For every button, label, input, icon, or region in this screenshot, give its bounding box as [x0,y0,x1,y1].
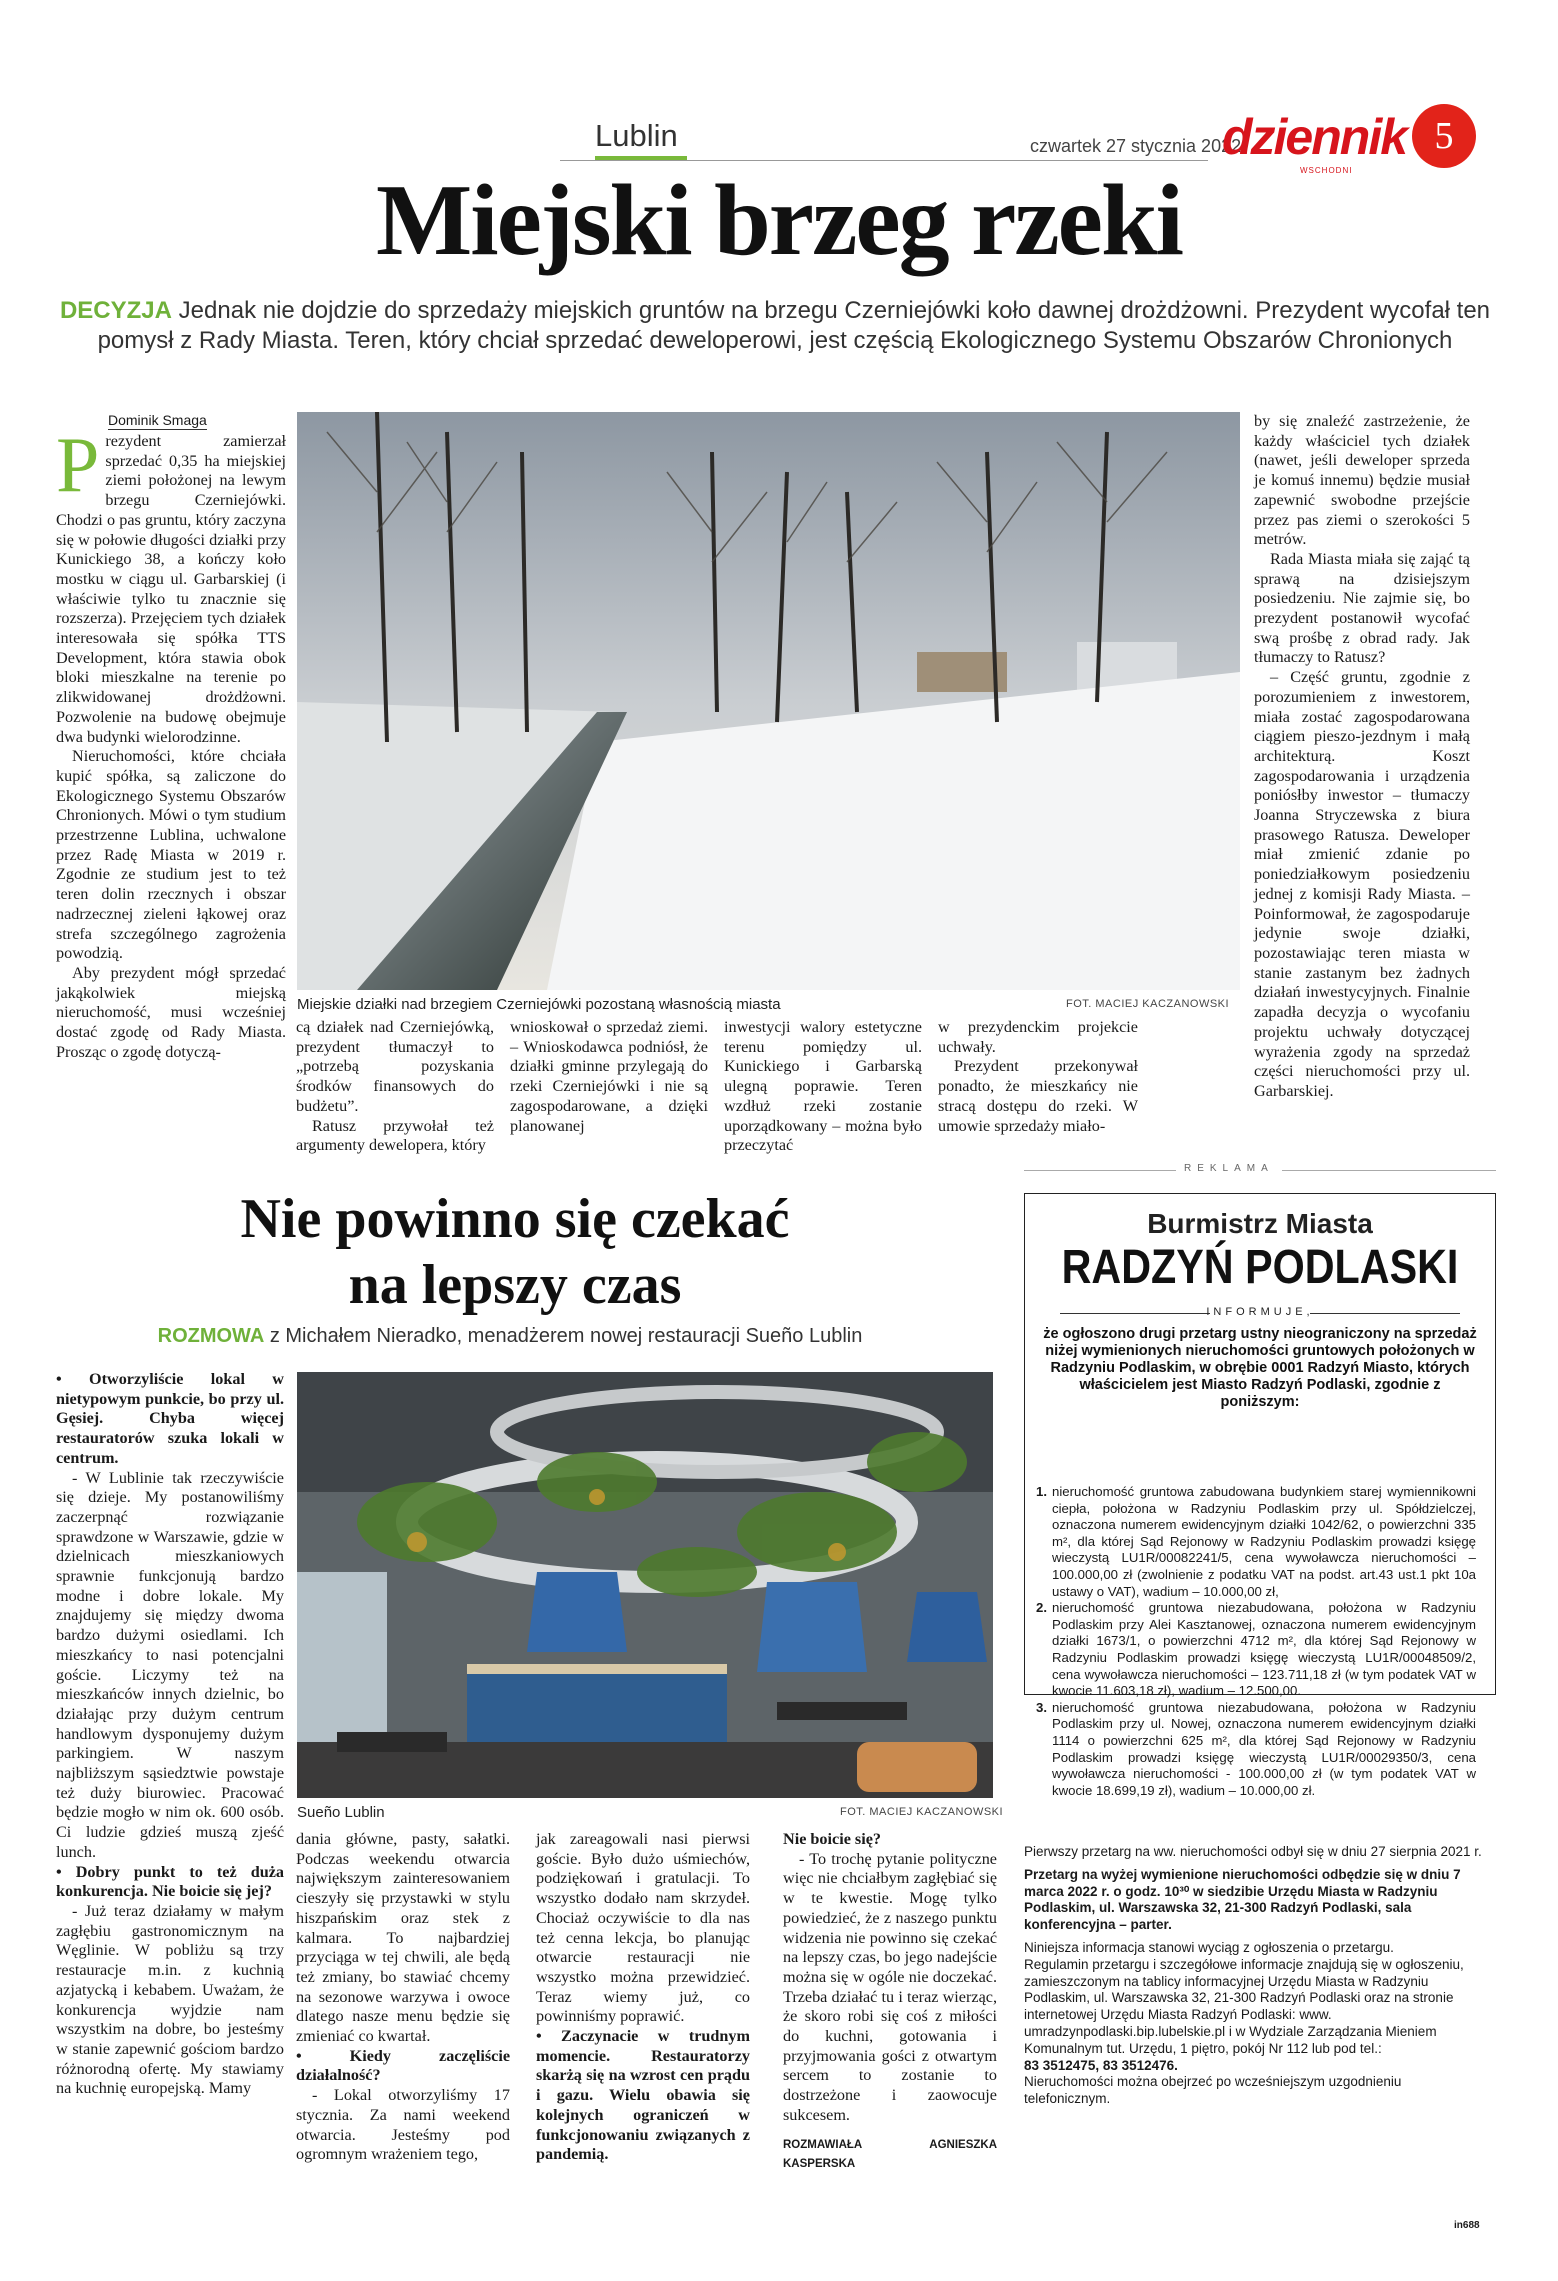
restaurant-photo-credit: FOT. MACIEJ KACZANOWSKI [840,1806,1004,1818]
answer: - W Lublinie tak rzeczywiście się dzieje. My postanowiliśmy zaczerpnąć rozwiązanie sprawdzone w Warszawie, gdzie w dzielnicach mieszkaniowych sprawnie funkcjonują bardzo modne i dobre lokale. My znajdujemy się między dwoma bardzo dużymi osiedlami. Ich mieszkańcy to nasi potencjalni goście. Liczymy też na mieszkańców innych dzielnic, bo działając przy dużym centrum handlowym dysponujemy dużym parkingiem. W naszym najbliższym sąsiedztwie powstaje też duży biurowiec. Pracować będzie mogło w nim ok. 600 osób. Ci ludzie gdzieś muszą zjeść lunch. [56,1468,284,1861]
byline: Dominik Smaga [108,412,207,428]
article-kicker: DECYZJA [59,297,172,324]
interview-title-line1: Nie powinno się czekać [240,1188,790,1250]
question: Nie boicie się? [783,1830,882,1848]
interview-title-line2: na lepszy czas [348,1254,682,1316]
question: • Dobry punkt to też duża konkurencja. Nie boicie się jej? [56,1862,284,1901]
interview-column-3 [536,1830,750,2165]
ad-deposit: Niniejsza informacja stanowi wyciąg z ogłoszenia o przetargu. [1024,1939,1394,1955]
ad-issuer: Burmistrz Miasta [1147,1208,1373,1239]
newspaper-logo-sub: WSCHODNI [1300,166,1353,175]
paragraph: Prezydent przekonywał ponadto, że mieszkańcy nie stracą dostępu do rzeki. W umowie sprzedaży miało- [938,1057,1138,1135]
list-item-number: 1. [1036,1484,1047,1499]
question: • Zaczynacie w trudnym momencie. Restauratorzy skarżą się na wzrost cen prądu i gazu. Wielu obawia się kolejnych ograniczeń w funkcjonowaniu związanych z pandemią. [536,2027,750,2164]
article-column-5 [938,1018,1138,1136]
ad-tender-info: Przetarg na wyżej wymienione nieruchomości odbędzie się w dniu 7 marca 2022 r. o godz. 10³⁰ w siedzibie Urzędu Miasta w Radzyniu Podlaskim, ul. Warszawska 32, 21-300 Radzyń Podlaski, sala konferencyjna – parter. [1024,1866,1461,1933]
paragraph: w prezydenckim projekcie uchwały. [938,1018,1138,1056]
paragraph: cą działek nad Czerniejówką, prezydent tłumaczył to „potrzebą pozyskania środków finansowych do budżetu”. [296,1018,494,1115]
interview-lead [80,1325,940,1348]
interview-column-2 [296,1830,510,2165]
article-column-2 [296,1018,494,1156]
ad-phones: 83 3512475, 83 3512476. [1024,2057,1178,2073]
paragraph: rezydent zamierzał sprzedać 0,35 ha miejskiej ziemi położonej na lewym brzegu Czerniejówki. Chodzi o pas gruntu, który zaczyna się w połowie długości działki przy Kunickiego 38, a kończy koło mostku w ciągu ul. Garbarskiej (i właściwie tylko tu znacznie się rozszerza). Przejęciem tych działek interesowała się spółka TTS Development, która stawia obok bloki mieszkalne na terenie po zlikwidowanej drożdżowni. Pozwolenie na budowę obejmuje dwa budynki wielorodzinne. [56,432,286,746]
river-photo [297,412,1240,990]
river-photo-image [297,412,1240,990]
restaurant-photo-image [297,1372,993,1798]
ad-first-tender: Pierwszy przetarg na ww. nieruchomości odbył się w dniu 27 sierpnia 2021 r. [1024,1844,1482,1859]
interview-column-4 [783,1830,997,2175]
ad-intro: że ogłoszono drugi przetarg ustny nieograniczony na sprzedaż niżej wymienionych nieruchomości gruntowych położonych w Radzyniu Podlaskim, w obrębie 0001 Radzyń Miasto, których właścicielem jest Miasto Radzyń Podlaski, zgodnie z poniższym: [1043,1326,1477,1410]
article-lead [55,296,1495,356]
paragraph: Aby prezydent mógł sprzedać jakąkolwiek miejską nieruchomość, musi wcześniej dostać zgodę od Rady Miasta. Prosząc o zgodę dotyczą- [56,963,286,1061]
article-column-4 [724,1018,922,1156]
answer: - Lokal otworzyliśmy 17 stycznia. Za nami weekend otwarcia. Jesteśmy pod ogromnym wrażeniem tego, [296,2086,510,2164]
paragraph: Ratusz przywołał też argumenty dewelopera, który [296,1116,494,1155]
list-item-number: 2. [1036,1600,1047,1616]
list-item-number: 3. [1036,1699,1047,1715]
restaurant-photo [297,1372,993,1798]
photo-caption: Miejskie działki nad brzegiem Czerniejówki pozostaną własnością miasta [297,996,781,1013]
list-item [1028,1700,1476,1800]
ad-property-list [1028,1484,1476,1799]
ad-label: REKLAMA [1176,1163,1282,1174]
ad-rules: Regulamin przetargu i szczegółowe informacje znajdują się w ogłoszeniu, zamieszczonym na tablicy informacyjnej Urzędu Miasta w Radzyniu Podlaskim, ul. Warszawska 32, 21-300 Radzyń Podlaski oraz na stronie internetowej Urzędu Miasta Radzyń Podlaski: www. umradzynpodlaski.bip.lubelskie.pl i w Wydziale Zarządzania Mieniem Komunalnym tut. Urzędu, 1 piętro, pokój Nr 112 lub pod tel.: [1024,1956,1464,2056]
list-item [1028,1600,1476,1700]
paragraph: by się znaleźć zastrzeżenie, że każdy właściciel tych działek (nawet, jeśli deweloper sprzeda je komuś innemu) będzie musiał zapewnić swobodne przejście przez pas ziemi o szerokości 5 metrów. [1254,412,1470,549]
list-item-text: nieruchomość gruntowa zabudowana budynkiem starej wymiennikowni ciepła, położona w Radzyniu Podlaskim przy ul. Spółdzielczej, oznaczona numerem ewidencyjnym działki 1042/62, o powierzchni 335 m², dla której Sąd Rejonowy w Radzyniu Podlaskim prowadzi księgę wieczystą LU1R/00082241/5, cena wywoławcza nieruchomości – 100.000,00 zł (zwolnienie z podatku VAT na podst. art.43 ust.1 pkt 10a ustawy o VAT), wadium – 10.000,00 zł, [1052,1484,1476,1599]
article-column-right [1254,412,1470,1102]
newspaper-logo: dziennik [1222,109,1407,165]
header-rule [560,160,1208,161]
paragraph: inwestycji walory estetyczne terenu pomiędzy ul. Kunickiego i Garbarską ulegną poprawie. Teren wzdłuż rzeki zostanie uporządkowany – można było przeczytać [724,1018,922,1155]
article-column-1 [56,421,286,1063]
question: • Kiedy zaczęliście działalność? [296,2046,510,2085]
photo-credit: FOT. MACIEJ KACZANOWSKI [1066,998,1230,1010]
section-label: Lublin [595,118,678,153]
interview-lead-text: z Michałem Nieradko, menadżerem nowej restauracji Sueño Lublin [269,1325,863,1347]
interview-title [120,1186,910,1318]
paragraph: Rada Miasta miała się zająć tą sprawą na dzisiejszym posiedzeniu. Nie zajmie się, bo prezydent postanowił wycofać swą prośbę z obrad rady. Jak tłumaczy to Ratusz? [1254,549,1470,667]
issue-date: czwartek 27 stycznia 2022 [1030,136,1242,156]
ad-code: in688 [1454,2220,1480,2231]
article-title: Miejski brzeg rzeki [375,164,1183,277]
answer: - To trochę pytanie polityczne więc nie chciałbym zagłębiać się w te kwestie. Mogę tylko powiedzieć, że z naszego punktu widzenia nie powinno się czekać na lepszy czas, bo jego nadejście można się w ogóle nie doczekać. Trzeba działać tu i teraz wierząc, że skoro robi się coś z miłości do kuchni, gotowania i przyjmowania gości z otwartym sercem to zostanie to dostrzeżone i zaowocuje sukcesem. [783,1849,997,2124]
interview-kicker: ROZMOWA [157,1325,265,1347]
answer: dania główne, pasty, sałatki. Podczas weekendu otwarcia największym zainteresowaniem cieszyły się przystawki w stylu hiszpańskim oraz stek z kalmara. To najbardziej przyciąga w tej chwili, ale będą też zmiany, bo stawiać chcemy na sezonowe warzywa i owoce dlatego nasze menu będzie się zmieniać co kwartał. [296,1830,510,2046]
interview-signature: ROZMAWIAŁA AGNIESZKA KASPERSKA [783,2138,997,2171]
drop-cap: P [56,421,100,508]
ad-viewing: Nieruchomości można obejrzeć po wcześniejszym uzgodnieniu telefonicznym. [1024,2074,1402,2107]
ad-city: RADZYŃ PODLASKI [1061,1241,1459,1294]
list-item-text: nieruchomość gruntowa niezabudowana, położona w Radzyniu Podlaskim przy ul. Nowej, oznaczona numerem ewidencyjnym działki 1114 o powierzchni 625 m², dla której Sąd Rejonowy w Radzyniu Podlaskim prowadzi księgę wieczystą LU1R/00029350/3, cena wywoławcza nieruchomości - 100.000,00 zł (w tym podatek VAT w kwocie 18.699,19 zł), wadium – 10.000,00 zł. [1052,1699,1476,1798]
answer: jak zareagowali nasi pierwsi goście. Było dużo uśmiechów, podziękowań i gratulacji. To wszystko dodało nam skrzydeł. Chociaż oczywiście to dla nas też cenna lekcja, bo planując otwarcie restauracji nie wszystko można przewidzieć. Teraz wiemy już, co powinniśmy poprawić. [536,1830,750,2026]
interview-column-1 [56,1370,284,2099]
list-item [1028,1484,1476,1600]
ad-informs: INFORMUJE, [1206,1306,1314,1318]
answer: - Już teraz działamy w małym zagłębiu gastronomicznym na Węglinie. W pobliżu są trzy restauracje m.in. z kuchnią azjatycką i kebabem. Uważam, że konkurencja wyjdzie nam wszystkim na dobre, bo jesteśmy w stanie zapewnić gościom bardzo różnorodną ofertę. My stawiamy na kuchnię europejską. Mamy [56,1901,284,2098]
paragraph: – Część gruntu, zgodnie z porozumieniem z inwestorem, miała zostać zagospodarowana ciągiem pieszo-jezdnym i małą architekturą. Koszt zagospodarowania i urządzenia poniósłby inwestor – tłumaczy Joanna Stryczewska z biura prasowego Ratusza. Deweloper miał zmienić zdanie po poniedziałkowym posiedzeniu jednej z komisji Rady Miasta. – Poinformował, że zagospodaruje jedynie swoje działki, pozostawiając teren miasta w stanie zastanym bez żadnych działań inwestycyjnych. Finalnie zapadła decyzja o wycofaniu projektu uchwały dotyczącej wyrażenia zgody na sprzedaż części nieruchomości przy ul. Garbarskiej. [1254,668,1470,1100]
list-item-text: nieruchomość gruntowa niezabudowana, położona w Radzyniu Podlaskim przy Alei Kasztanowej, oznaczona numerem ewidencyjnym działki 1673/1, o powierzchni 4712 m², dla której Sąd Rejonowy w Radzyniu Podlaskim prowadzi księgę wieczystą LU1R/00048509/2, cena wywoławcza nieruchomości – 123.711,18 zł (w tym podatek VAT w kwocie 11.603,18 zł), wadium – 12.500,00. [1052,1600,1476,1699]
restaurant-photo-caption: Sueño Lublin [297,1804,385,1821]
page-number: 5 [1412,104,1476,168]
article-column-3 [510,1018,708,1136]
ad-footer [1024,1844,1484,2108]
paragraph: Nieruchomości, które chciała kupić spółka, są zaliczone do Ekologicznego Systemu Obszarów Chronionych. Mówi o tym studium przestrzenne Lublina, uchwalone przez Radę Miasta w 2019 r. Zgodnie ze studium jest to też teren dolin rzecznych i obszar nadrzecznej zieleni łąkowej oraz strefa szczególnego zagrożenia powodzią. [56,747,286,963]
paragraph: wnioskował o sprzedaż ziemi. – Wnioskodawca podniósł, że działki gminne przylegają do rzeki Czerniejówki i nie są zagospodarowane, a dzięki planowanej [510,1018,708,1135]
question: • Otworzyliście lokal w nietypowym punkcie, bo przy ul. Gęsiej. Chyba więcej restauratorów szuka lokali w centrum. [56,1370,284,1467]
article-lead-text: Jednak nie dojdzie do sprzedaży miejskich gruntów na brzegu Czerniejówki koło dawnej drożdżowni. Prezydent wycofał ten pomysł z Rady Miasta. Teren, który chciał sprzedać deweloperowi, jest częścią Ekologicznego Systemu Obszarów Chronionych [97,297,1491,354]
